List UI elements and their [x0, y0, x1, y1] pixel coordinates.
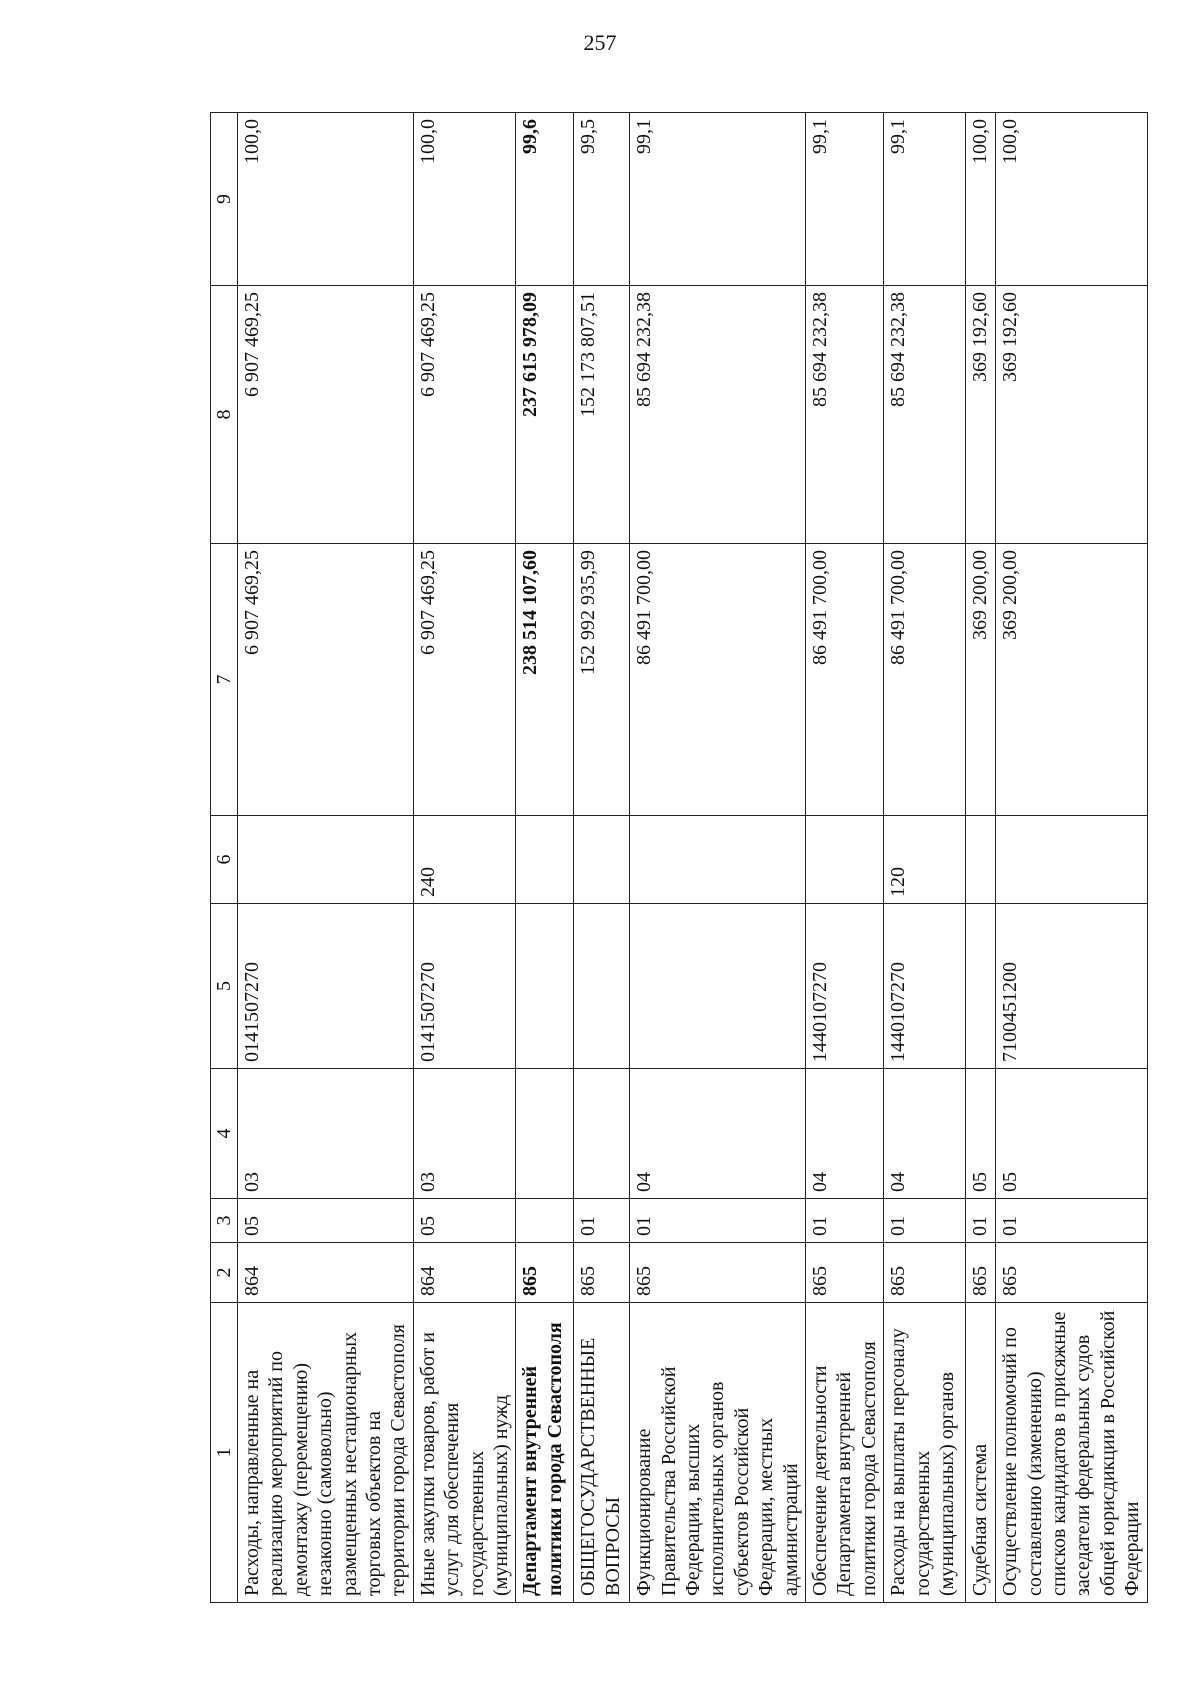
cell-vr [238, 816, 414, 904]
cell-grbs: 865 [966, 1243, 996, 1303]
cell-percent: 100,0 [413, 113, 516, 286]
cell-vr [996, 816, 1147, 904]
cell-grbs: 865 [996, 1243, 1147, 1303]
cell-plan: 152 992 935,99 [574, 544, 630, 816]
header-cell: 9 [211, 113, 238, 286]
cell-percent: 99,5 [574, 113, 630, 286]
cell-rz: 01 [630, 1199, 806, 1243]
cell-rz: 05 [238, 1199, 414, 1243]
cell-pr: 03 [413, 1069, 516, 1199]
table-header-row [211, 113, 238, 1603]
cell-name: ОБЩЕГОСУДАРСТВЕННЫЕ ВОПРОСЫ [574, 1303, 630, 1603]
table-row [413, 113, 516, 1603]
cell-csr: 1440107270 [806, 904, 884, 1069]
cell-plan: 6 907 469,25 [413, 544, 516, 816]
cell-csr [516, 904, 574, 1069]
table-row [806, 113, 884, 1603]
cell-csr: 1440107270 [884, 904, 966, 1069]
cell-pr [574, 1069, 630, 1199]
cell-vr [574, 816, 630, 904]
cell-percent: 99,6 [516, 113, 574, 286]
cell-grbs: 864 [238, 1243, 414, 1303]
cell-rz: 01 [884, 1199, 966, 1243]
header-cell: 8 [211, 286, 238, 544]
cell-plan: 86 491 700,00 [630, 544, 806, 816]
budget-table [210, 112, 1148, 1603]
cell-plan: 86 491 700,00 [806, 544, 884, 816]
cell-pr: 05 [966, 1069, 996, 1199]
cell-vr: 120 [884, 816, 966, 904]
cell-name: Функционирование Правительства Российской Федерации, высших исполнительных органов субъектов Российской Федерации, местных администраций [630, 1303, 806, 1603]
cell-grbs: 864 [413, 1243, 516, 1303]
header-cell: 7 [211, 544, 238, 816]
cell-fact: 152 173 807,51 [574, 286, 630, 544]
cell-fact: 369 192,60 [966, 286, 996, 544]
cell-fact: 369 192,60 [996, 286, 1147, 544]
cell-fact: 6 907 469,25 [238, 286, 414, 544]
cell-pr: 03 [238, 1069, 414, 1199]
cell-plan: 6 907 469,25 [238, 544, 414, 816]
rotated-table-wrapper [210, 113, 1144, 1603]
cell-rz: 01 [574, 1199, 630, 1243]
cell-csr: 0141507270 [238, 904, 414, 1069]
cell-vr: 240 [413, 816, 516, 904]
cell-rz: 01 [996, 1199, 1147, 1243]
table-row [884, 113, 966, 1603]
cell-vr [516, 816, 574, 904]
cell-fact: 237 615 978,09 [516, 286, 574, 544]
table-row [574, 113, 630, 1603]
cell-rz [516, 1199, 574, 1243]
cell-name: Судебная система [966, 1303, 996, 1603]
cell-csr [574, 904, 630, 1069]
cell-pr: 04 [630, 1069, 806, 1199]
table-row [630, 113, 806, 1603]
cell-plan: 86 491 700,00 [884, 544, 966, 816]
cell-rz: 01 [806, 1199, 884, 1243]
cell-name: Департамент внутренней политики города Севастополя [516, 1303, 574, 1603]
cell-grbs: 865 [884, 1243, 966, 1303]
page-number: 257 [583, 30, 617, 55]
cell-pr: 05 [996, 1069, 1147, 1199]
header-cell: 5 [211, 904, 238, 1069]
cell-fact: 85 694 232,38 [806, 286, 884, 544]
cell-plan: 369 200,00 [966, 544, 996, 816]
table-row [516, 113, 574, 1603]
cell-grbs: 865 [574, 1243, 630, 1303]
header-cell: 6 [211, 816, 238, 904]
cell-csr: 0141507270 [413, 904, 516, 1069]
header-cell: 1 [211, 1303, 238, 1603]
cell-fact: 6 907 469,25 [413, 286, 516, 544]
cell-plan: 369 200,00 [996, 544, 1147, 816]
cell-percent: 100,0 [966, 113, 996, 286]
cell-fact: 85 694 232,38 [884, 286, 966, 544]
cell-name: Расходы на выплаты персоналу государственных (муниципальных) органов [884, 1303, 966, 1603]
cell-percent: 100,0 [238, 113, 414, 286]
table-row [238, 113, 414, 1603]
cell-percent: 100,0 [996, 113, 1147, 286]
cell-rz: 01 [966, 1199, 996, 1243]
table-row [996, 113, 1147, 1603]
cell-name: Иные закупки товаров, работ и услуг для обеспечения государственных (муниципальных) нужд [413, 1303, 516, 1603]
cell-percent: 99,1 [630, 113, 806, 286]
cell-name: Осуществление полномочий по составлению (изменению) списков кандидатов в присяжные заседатели федеральных судов общей юрисдикции в Российской Федерации [996, 1303, 1147, 1603]
cell-grbs: 865 [630, 1243, 806, 1303]
cell-vr [630, 816, 806, 904]
header-cell: 2 [211, 1243, 238, 1303]
cell-vr [806, 816, 884, 904]
cell-rz: 05 [413, 1199, 516, 1243]
cell-grbs: 865 [806, 1243, 884, 1303]
cell-percent: 99,1 [884, 113, 966, 286]
cell-pr [516, 1069, 574, 1199]
cell-vr [966, 816, 996, 904]
cell-csr [966, 904, 996, 1069]
header-cell: 4 [211, 1069, 238, 1199]
cell-grbs: 865 [516, 1243, 574, 1303]
cell-pr: 04 [806, 1069, 884, 1199]
cell-csr [630, 904, 806, 1069]
cell-name: Расходы, направленные на реализацию мероприятий по демонтажу (перемещению) незаконно (самовольно) размещенных нестационарных торговых объектов на территории города Севастополя [238, 1303, 414, 1603]
cell-pr: 04 [884, 1069, 966, 1199]
cell-name: Обеспечение деятельности Департамента внутренней политики города Севастополя [806, 1303, 884, 1603]
cell-percent: 99,1 [806, 113, 884, 286]
cell-plan: 238 514 107,60 [516, 544, 574, 816]
cell-csr: 7100451200 [996, 904, 1147, 1069]
table-row [966, 113, 996, 1603]
header-cell: 3 [211, 1199, 238, 1243]
cell-fact: 85 694 232,38 [630, 286, 806, 544]
